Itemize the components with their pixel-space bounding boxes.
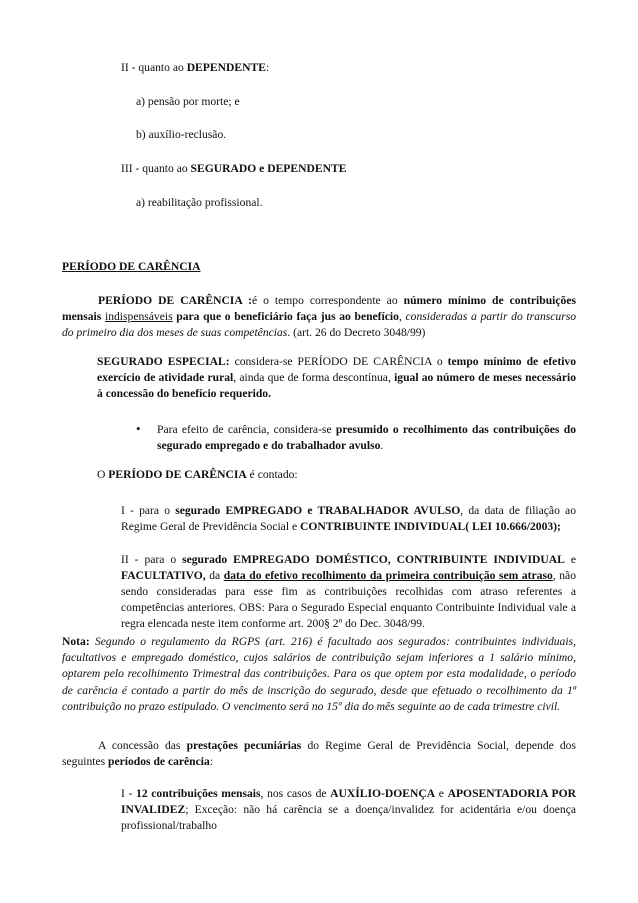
bullet-icon: • [136,421,141,436]
item-12-contribuicoes: I - 12 contribuições mensais, nos casos de AUXÍLIO-DOENÇA e APOSENTADORIA POR INVALIDEZ; Exceção: não há carência se a doença/invalidez for acidentária e/ou doença profissional/trabalho [121,787,576,832]
section-title: PERÍODO DE CARÊNCIA [62,260,201,273]
segurado-dependente-heading: III - quanto ao SEGURADO e DEPENDENTE [121,162,347,175]
bullet-paragraph: Para efeito de carência, considera-se presumido o recolhimento das contribuições do segurado empregado e do trabalhador avulso. [157,423,576,452]
segurado-especial-paragraph: SEGURADO ESPECIAL: considera-se PERÍODO DE CARÊNCIA o tempo mínimo de efetivo exercício de atividade rural, ainda que de forma descontínua, igual ao número de meses necessário à concessão do benefício requerido. [97,355,577,400]
definition-paragraph: PERÍODO DE CARÊNCIA :é o tempo correspondente ao número mínimo de contribuições mensais indispensáveis para que o beneficiário faça jus ao benefício, consideradas a partir do transcurso do primeiro dia dos meses de suas competências. (art. 26 do Decreto 3048/99) [62,294,577,339]
nota-paragraph: Nota: Segundo o regulamento da RGPS (art. 216) é facultado aos segurados: contribuintes individuais, facultativos e empregado doméstico, cujos salários de contribuição sejam inferiores a 1 salário mínimo, optarem pelo recolhimento Trimestral das contribuições. Para os que optem por esta modalidade, o período de carência é contado a partir do mês de inscrição do segurado, desde que efetuado o recolhimento da 1ª contribuição no prazo estipulado. O vencimento será no 15º dia do mês seguinte ao de cada trimestre civil. [62,635,576,713]
dependente-heading: II - quanto ao DEPENDENTE: [121,61,270,74]
segurado-dependente-item-a: a) reabilitação profissional. [136,196,263,209]
concessao-paragraph: A concessão das prestações pecuniárias do Regime Geral de Previdência Social, depende dos seguintes períodos de carência: [62,739,576,768]
contado-heading: O PERÍODO DE CARÊNCIA é contado: [97,468,298,481]
dependente-item-b: b) auxílio-reclusão. [136,128,227,141]
item-empregado-avulso: I - para o segurado EMPREGADO e TRABALHADOR AVULSO, da data de filiação ao Regime Geral de Previdência Social e CONTRIBUINTE INDIVIDUAL( LEI 10.666/2003); [121,504,576,533]
item-domestico-facultativo: II - para o segurado EMPREGADO DOMÉSTICO, CONTRIBUINTE INDIVIDUAL e FACULTATIVO, da data do efetivo recolhimento da primeira contribuição sem atraso, não sendo consideradas para esse fim as contribuições recolhidas com atraso referentes a competências anteriores. OBS: Para o Segurado Especial enquanto Contribuinte Individual vale a regra elencada neste item conforme art. 200§ 2º do Dec. 3048/99. [121,553,576,630]
dependente-item-a: a) pensão por morte; e [136,95,240,108]
